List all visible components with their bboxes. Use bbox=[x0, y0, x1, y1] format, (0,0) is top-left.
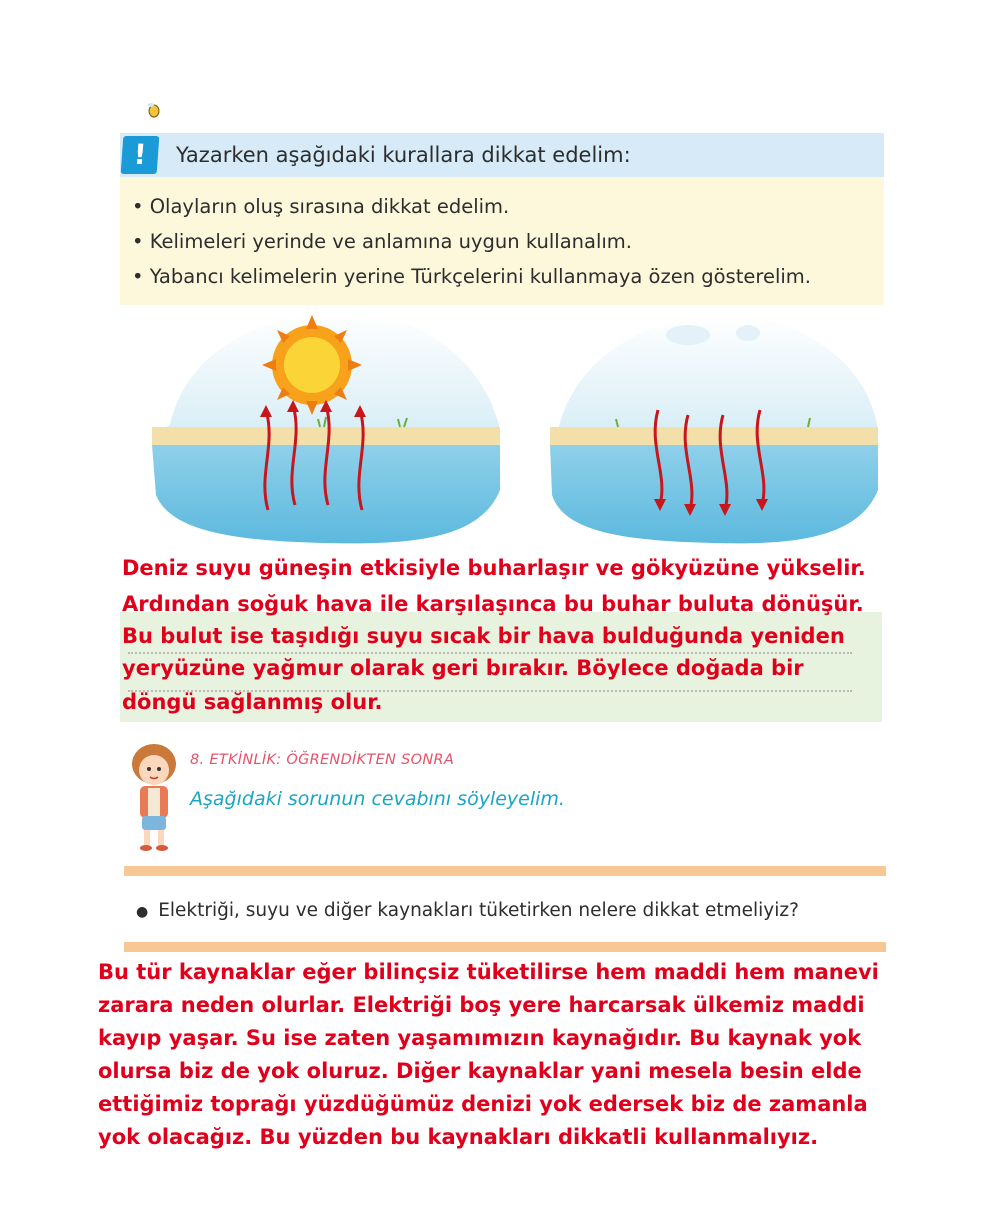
answer2-line: yok olacağız. Bu yüzden bu kaynakları dikkatli kullanmalıyız. bbox=[98, 1125, 819, 1149]
answer2-line: Bu tür kaynaklar eğer bilinçsiz tüketilirse hem maddi hem manevi bbox=[98, 960, 879, 984]
top-divider-bar bbox=[124, 866, 886, 876]
answer2-line: kayıp yaşar. Su ise zaten yaşamımızın kaynağıdır. Bu kaynak yok bbox=[98, 1026, 862, 1050]
answer2-line: zarara neden olurlar. Elektriği boş yere harcarsak ülkemiz maddi bbox=[98, 993, 865, 1017]
answer1-line: döngü sağlanmış olur. bbox=[122, 690, 383, 714]
answer2-line: ettiğimiz toprağı yüzdüğümüz denizi yok edersek biz de zamanla bbox=[98, 1092, 868, 1116]
activity-label: 8. ETKİNLİK: ÖĞRENDİKTEN SONRA bbox=[190, 752, 455, 768]
rule-item: • Olayların oluş sırasına dikkat edelim. bbox=[132, 195, 510, 218]
bee-icon bbox=[144, 100, 164, 120]
activity-instruction: Aşağıdaki sorunun cevabını söyleyelim. bbox=[190, 788, 565, 810]
answer1-line: Deniz suyu güneşin etkisiyle buharlaşır ve gökyüzüne yükselir. bbox=[122, 556, 866, 580]
answer1-line: Ardından soğuk hava ile karşılaşınca bu buhar buluta dönüşür. bbox=[122, 592, 864, 616]
rules-title: Yazarken aşağıdaki kurallara dikkat edelim: bbox=[176, 143, 631, 167]
bottom-divider-bar bbox=[124, 942, 886, 952]
rule-item: • Yabancı kelimelerin yerine Türkçelerini kullanmaya özen gösterelim. bbox=[132, 265, 811, 288]
answer1-line: Bu bulut ise taşıdığı suyu sıcak bir hava bulduğunda yeniden bbox=[122, 624, 845, 648]
answer1-line: yeryüzüne yağmur olarak geri bırakır. Böylece doğada bir bbox=[122, 656, 804, 680]
question-text: ● Elektriği, suyu ve diğer kaynakları tüketirken nelere dikkat etmeliyiz? bbox=[136, 900, 799, 921]
rule-item: • Kelimeleri yerinde ve anlamına uygun kullanalım. bbox=[132, 230, 632, 253]
evaporation-illustration bbox=[150, 305, 502, 545]
child-illustration bbox=[124, 742, 186, 854]
writing-line bbox=[128, 652, 852, 654]
sun-icon bbox=[262, 315, 362, 415]
info-icon: ! bbox=[121, 136, 160, 174]
answer2-line: olursa biz de yok oluruz. Diğer kaynaklar yani mesela besin elde bbox=[98, 1059, 862, 1083]
rain-illustration bbox=[548, 305, 880, 545]
